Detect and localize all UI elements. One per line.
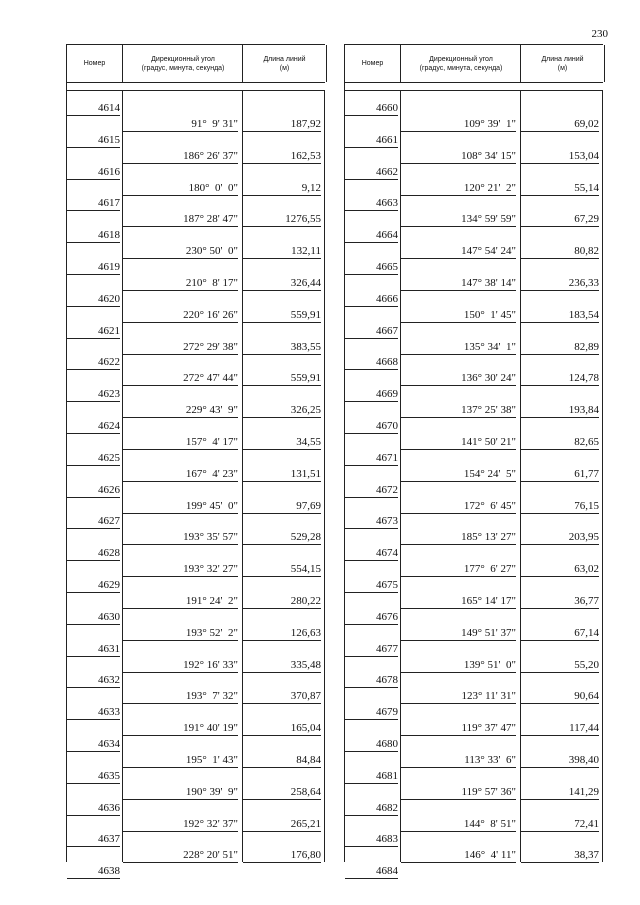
point-number: 4662 bbox=[345, 165, 398, 180]
direction-angle: 229° 43' 9" bbox=[123, 403, 238, 418]
line-length: 187,92 bbox=[243, 117, 321, 132]
line-length: 258,64 bbox=[243, 785, 321, 800]
line-length: 554,15 bbox=[243, 562, 321, 577]
line-length: 90,64 bbox=[521, 689, 599, 704]
point-number: 4618 bbox=[67, 228, 120, 243]
direction-angle: 228° 20' 51" bbox=[123, 848, 238, 863]
direction-angle: 134° 59' 59" bbox=[401, 212, 516, 227]
line-length: 370,87 bbox=[243, 689, 321, 704]
direction-angle: 220° 16' 26" bbox=[123, 308, 238, 323]
line-length: 126,63 bbox=[243, 626, 321, 641]
point-number: 4627 bbox=[67, 514, 120, 529]
point-number: 4616 bbox=[67, 165, 120, 180]
line-length: 203,95 bbox=[521, 530, 599, 545]
line-length: 162,53 bbox=[243, 149, 321, 164]
point-number: 4665 bbox=[345, 260, 398, 275]
point-number: 4629 bbox=[67, 578, 120, 593]
direction-angle: 139° 51' 0" bbox=[401, 658, 516, 673]
line-length: 183,54 bbox=[521, 308, 599, 323]
line-length: 165,04 bbox=[243, 721, 321, 736]
point-number: 4619 bbox=[67, 260, 120, 275]
line-length: 55,14 bbox=[521, 181, 599, 196]
direction-angle: 193° 52' 2" bbox=[123, 626, 238, 641]
line-length: 383,55 bbox=[243, 340, 321, 355]
direction-angle: 147° 54' 24" bbox=[401, 244, 516, 259]
point-number: 4632 bbox=[67, 673, 120, 688]
direction-angle: 180° 0' 0" bbox=[123, 181, 238, 196]
column-divider bbox=[602, 90, 603, 862]
point-number: 4623 bbox=[67, 387, 120, 402]
line-length: 97,69 bbox=[243, 499, 321, 514]
point-number: 4620 bbox=[67, 292, 120, 307]
point-number: 4614 bbox=[67, 101, 120, 116]
line-length: 117,44 bbox=[521, 721, 599, 736]
direction-angle: 199° 45' 0" bbox=[123, 499, 238, 514]
line-length: 398,40 bbox=[521, 753, 599, 768]
point-number: 4674 bbox=[345, 546, 398, 561]
point-number: 4670 bbox=[345, 419, 398, 434]
header-length: Длина линий (м) bbox=[520, 45, 605, 82]
point-number: 4684 bbox=[345, 864, 398, 879]
header-rule bbox=[67, 90, 325, 91]
line-length: 265,21 bbox=[243, 817, 321, 832]
direction-angle: 150° 1' 45" bbox=[401, 308, 516, 323]
point-number: 4676 bbox=[345, 610, 398, 625]
header-length: Длина линий (м) bbox=[242, 45, 327, 82]
direction-angle: 185° 13' 27" bbox=[401, 530, 516, 545]
point-number: 4682 bbox=[345, 801, 398, 816]
line-length: 36,77 bbox=[521, 594, 599, 609]
line-length: 529,28 bbox=[243, 530, 321, 545]
direction-angle: 146° 4' 11" bbox=[401, 848, 516, 863]
point-number: 4663 bbox=[345, 196, 398, 211]
line-length: 72,41 bbox=[521, 817, 599, 832]
direction-angle: 193° 7' 32" bbox=[123, 689, 238, 704]
point-number: 4630 bbox=[67, 610, 120, 625]
line-length: 76,15 bbox=[521, 499, 599, 514]
point-number: 4681 bbox=[345, 769, 398, 784]
direction-angle: 195° 1' 43" bbox=[123, 753, 238, 768]
direction-angle: 157° 4' 17" bbox=[123, 435, 238, 450]
point-number: 4664 bbox=[345, 228, 398, 243]
point-number: 4666 bbox=[345, 292, 398, 307]
line-length: 55,20 bbox=[521, 658, 599, 673]
line-length: 193,84 bbox=[521, 403, 599, 418]
direction-angle: 272° 47' 44" bbox=[123, 371, 238, 386]
column-divider bbox=[324, 90, 325, 862]
direction-angle: 119° 57' 36" bbox=[401, 785, 516, 800]
direction-angle: 193° 35' 57" bbox=[123, 530, 238, 545]
line-length: 82,65 bbox=[521, 435, 599, 450]
point-number: 4625 bbox=[67, 451, 120, 466]
point-number: 4677 bbox=[345, 642, 398, 657]
direction-angle: 136° 30' 24" bbox=[401, 371, 516, 386]
line-length: 69,02 bbox=[521, 117, 599, 132]
direction-angle: 272° 29' 38" bbox=[123, 340, 238, 355]
direction-angle: 113° 33' 6" bbox=[401, 753, 516, 768]
direction-angle: 119° 37' 47" bbox=[401, 721, 516, 736]
point-number: 4667 bbox=[345, 324, 398, 339]
header-number: Номер bbox=[83, 60, 106, 67]
direction-angle: 177° 6' 27" bbox=[401, 562, 516, 577]
line-length: 131,51 bbox=[243, 467, 321, 482]
line-length: 326,25 bbox=[243, 403, 321, 418]
table-header bbox=[345, 44, 603, 83]
point-number: 4672 bbox=[345, 483, 398, 498]
direction-angle: 141° 50' 21" bbox=[401, 435, 516, 450]
point-number: 4635 bbox=[67, 769, 120, 784]
direction-angle: 144° 8' 51" bbox=[401, 817, 516, 832]
direction-angle: 230° 50' 0" bbox=[123, 244, 238, 259]
line-length: 63,02 bbox=[521, 562, 599, 577]
point-number: 4683 bbox=[345, 832, 398, 847]
line-length: 559,91 bbox=[243, 308, 321, 323]
direction-angle: 123° 11' 31" bbox=[401, 689, 516, 704]
point-number: 4624 bbox=[67, 419, 120, 434]
direction-angle: 193° 32' 27" bbox=[123, 562, 238, 577]
table-header bbox=[67, 44, 325, 83]
point-number: 4617 bbox=[67, 196, 120, 211]
line-length: 176,80 bbox=[243, 848, 321, 863]
coordinates-table-left bbox=[66, 44, 325, 878]
line-length: 141,29 bbox=[521, 785, 599, 800]
line-length: 82,89 bbox=[521, 340, 599, 355]
point-number: 4621 bbox=[67, 324, 120, 339]
direction-angle: 147° 38' 14" bbox=[401, 276, 516, 291]
point-number: 4622 bbox=[67, 355, 120, 370]
line-length: 124,78 bbox=[521, 371, 599, 386]
line-length: 326,44 bbox=[243, 276, 321, 291]
direction-angle: 210° 8' 17" bbox=[123, 276, 238, 291]
line-length: 153,04 bbox=[521, 149, 599, 164]
point-number: 4628 bbox=[67, 546, 120, 561]
point-number: 4638 bbox=[67, 864, 120, 879]
direction-angle: 167° 4' 23" bbox=[123, 467, 238, 482]
point-number: 4631 bbox=[67, 642, 120, 657]
direction-angle: 190° 39' 9" bbox=[123, 785, 238, 800]
line-length: 84,84 bbox=[243, 753, 321, 768]
line-length: 67,29 bbox=[521, 212, 599, 227]
direction-angle: 186° 26' 37" bbox=[123, 149, 238, 164]
direction-angle: 191° 40' 19" bbox=[123, 721, 238, 736]
coordinates-table-right bbox=[344, 44, 603, 878]
line-length: 34,55 bbox=[243, 435, 321, 450]
line-length: 80,82 bbox=[521, 244, 599, 259]
line-length: 559,91 bbox=[243, 371, 321, 386]
point-number: 4668 bbox=[345, 355, 398, 370]
line-length: 236,33 bbox=[521, 276, 599, 291]
line-length: 67,14 bbox=[521, 626, 599, 641]
header-number: Номер bbox=[361, 60, 384, 67]
point-number: 4675 bbox=[345, 578, 398, 593]
direction-angle: 108° 34' 15" bbox=[401, 149, 516, 164]
point-number: 4626 bbox=[67, 483, 120, 498]
direction-angle: 192° 32' 37" bbox=[123, 817, 238, 832]
direction-angle: 165° 14' 17" bbox=[401, 594, 516, 609]
header-angle: Дирекционный угол (градус, минута, секунда) bbox=[400, 45, 521, 82]
point-number: 4673 bbox=[345, 514, 398, 529]
line-length: 9,12 bbox=[243, 181, 321, 196]
header-rule bbox=[345, 90, 603, 91]
point-number: 4637 bbox=[67, 832, 120, 847]
point-number: 4636 bbox=[67, 801, 120, 816]
direction-angle: 135° 34' 1" bbox=[401, 340, 516, 355]
point-number: 4634 bbox=[67, 737, 120, 752]
point-number: 4678 bbox=[345, 673, 398, 688]
line-length: 1276,55 bbox=[243, 212, 321, 227]
direction-angle: 192° 16' 33" bbox=[123, 658, 238, 673]
direction-angle: 191° 24' 2" bbox=[123, 594, 238, 609]
direction-angle: 187° 28' 47" bbox=[123, 212, 238, 227]
direction-angle: 91° 9' 31" bbox=[123, 117, 238, 132]
point-number: 4671 bbox=[345, 451, 398, 466]
point-number: 4615 bbox=[67, 133, 120, 148]
line-length: 38,37 bbox=[521, 848, 599, 863]
header-angle: Дирекционный угол (градус, минута, секунда) bbox=[122, 45, 243, 82]
point-number: 4661 bbox=[345, 133, 398, 148]
line-length: 61,77 bbox=[521, 467, 599, 482]
line-length: 280,22 bbox=[243, 594, 321, 609]
direction-angle: 172° 6' 45" bbox=[401, 499, 516, 514]
direction-angle: 120° 21' 2" bbox=[401, 181, 516, 196]
direction-angle: 154° 24' 5" bbox=[401, 467, 516, 482]
point-number: 4680 bbox=[345, 737, 398, 752]
point-number: 4633 bbox=[67, 705, 120, 720]
point-number: 4669 bbox=[345, 387, 398, 402]
direction-angle: 109° 39' 1" bbox=[401, 117, 516, 132]
direction-angle: 149° 51' 37" bbox=[401, 626, 516, 641]
point-number: 4679 bbox=[345, 705, 398, 720]
line-length: 132,11 bbox=[243, 244, 321, 259]
point-number: 4660 bbox=[345, 101, 398, 116]
line-length: 335,48 bbox=[243, 658, 321, 673]
page-number: 230 bbox=[591, 28, 608, 40]
direction-angle: 137° 25' 38" bbox=[401, 403, 516, 418]
